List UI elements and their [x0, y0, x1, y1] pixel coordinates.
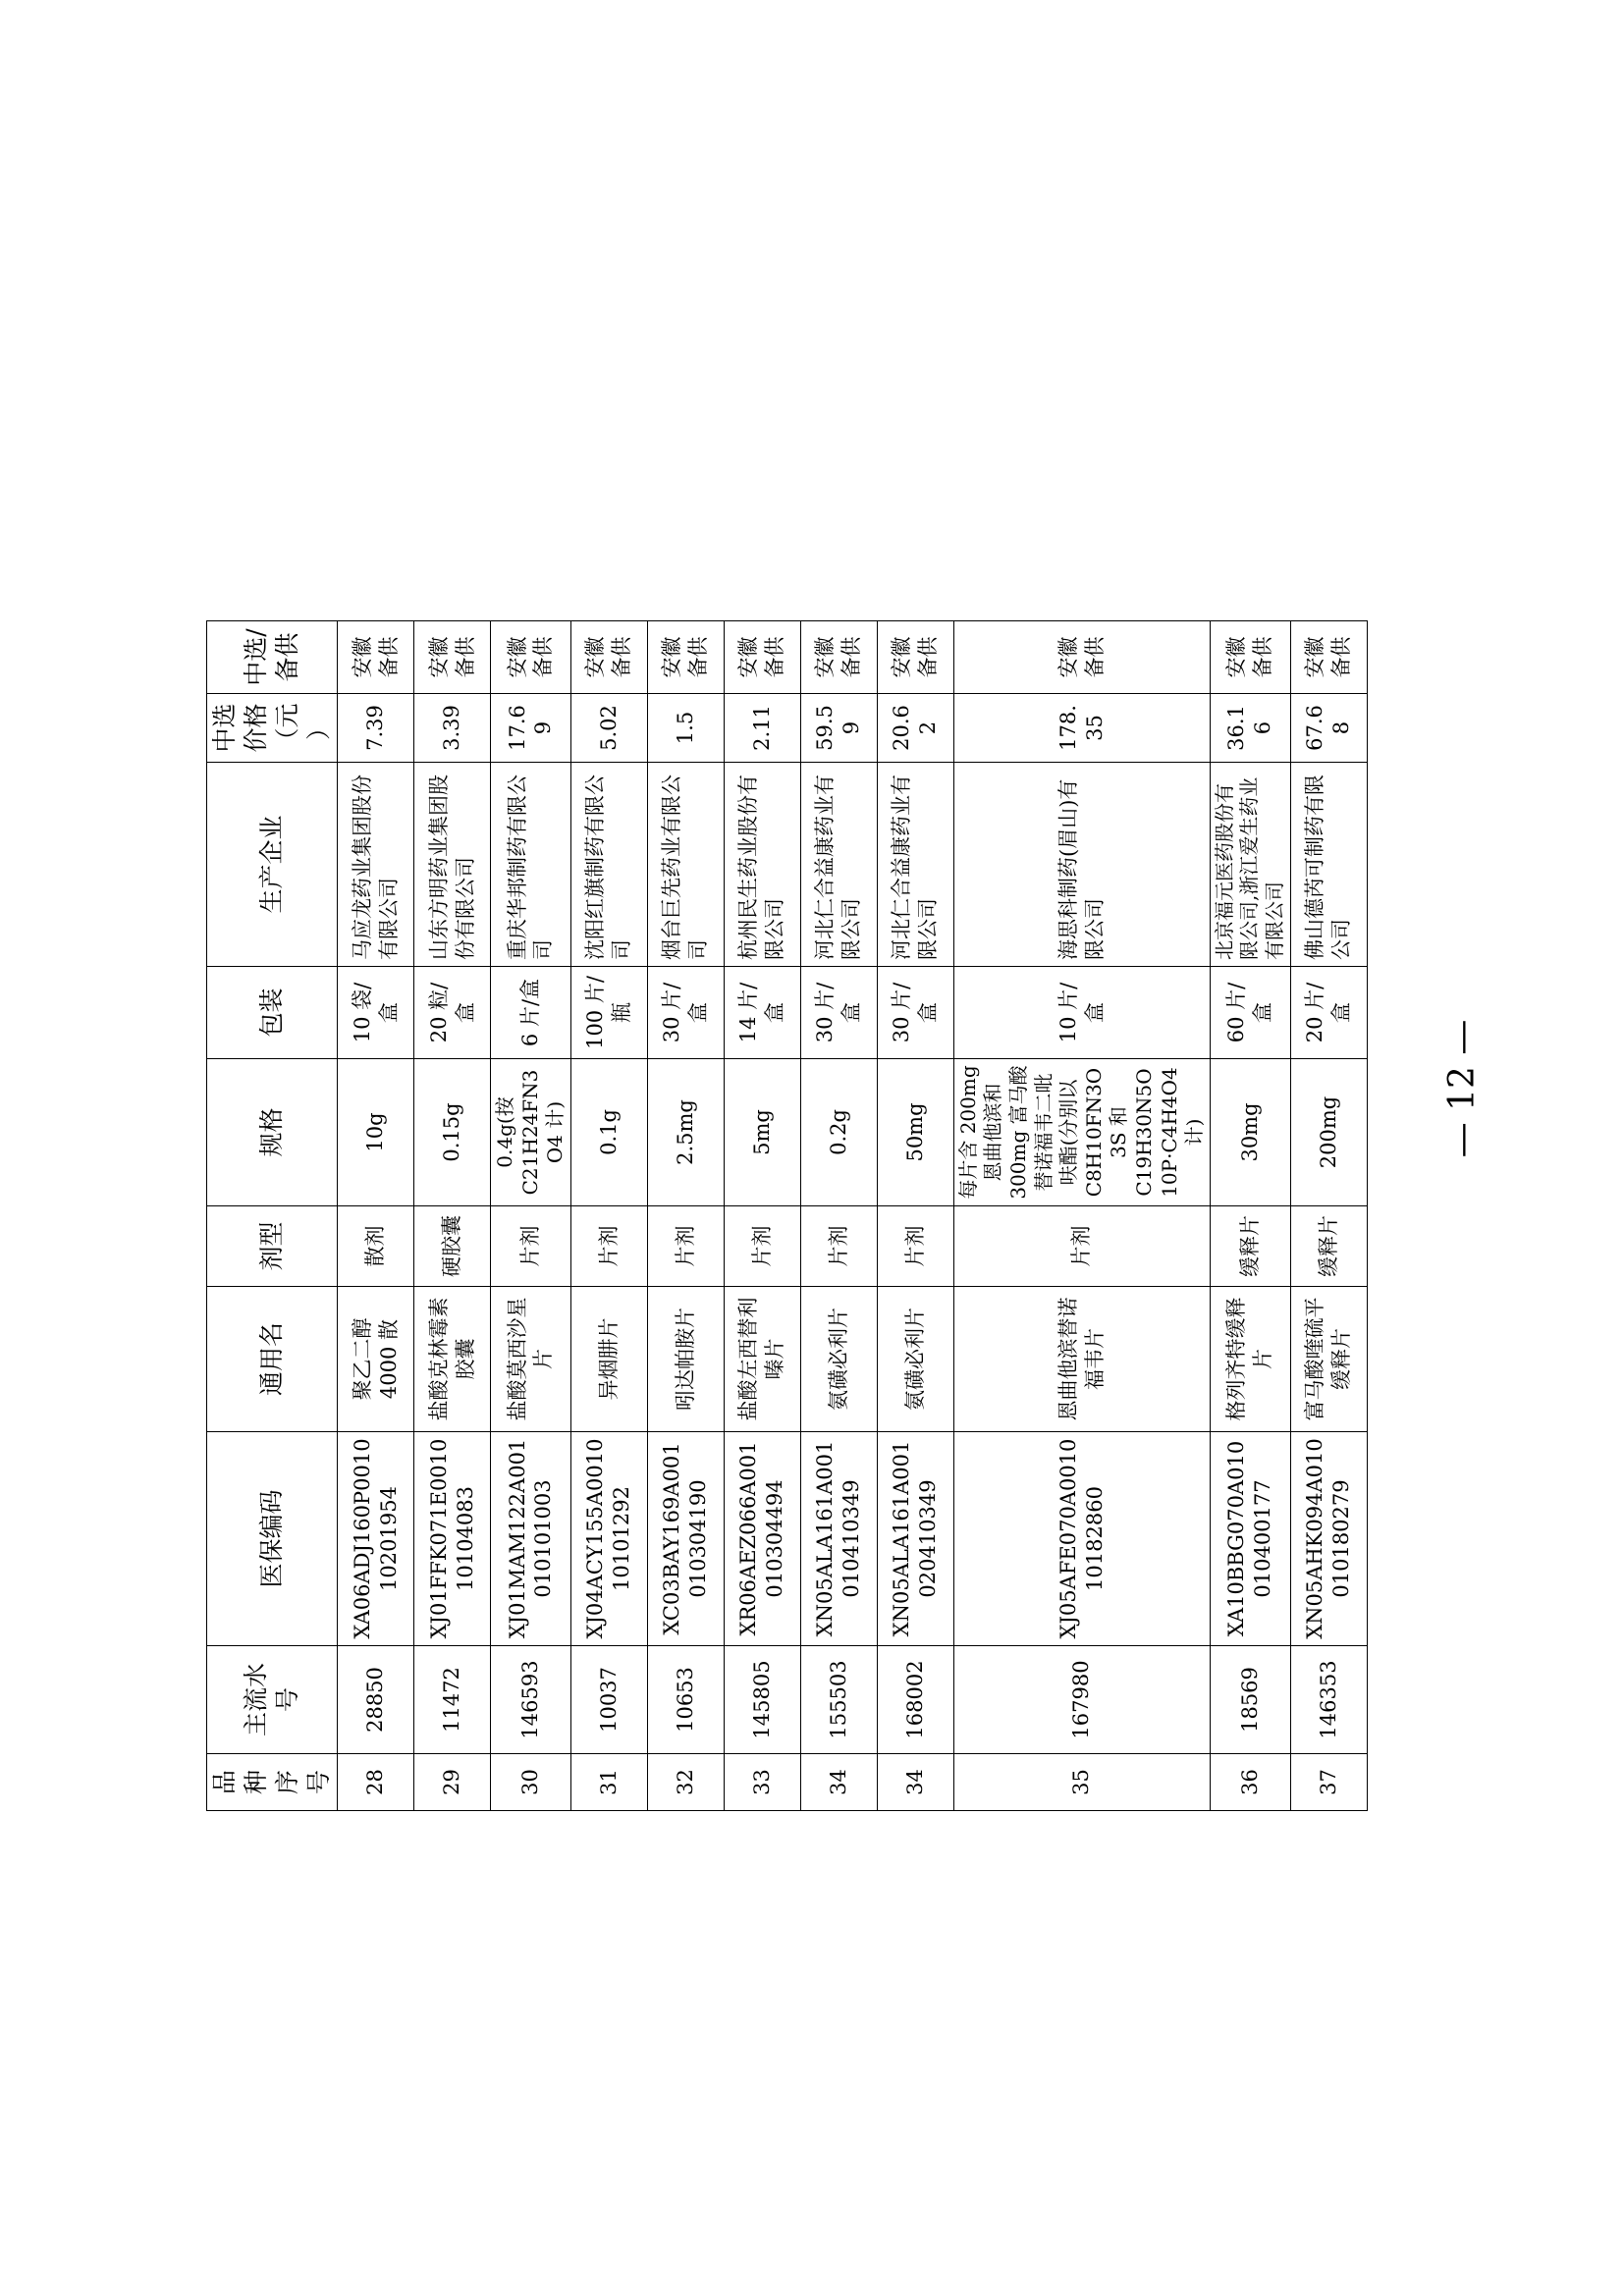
cell-maker: 河北仁合益康药业有限公司: [800, 763, 877, 967]
cell-flow: 168002: [877, 1646, 953, 1754]
cell-pack: 10 袋/盒: [338, 967, 414, 1059]
cell-flow: 146593: [491, 1646, 571, 1754]
cell-code: XA10BBG070A010010400177: [1210, 1432, 1290, 1646]
table-row: [338, 621, 414, 1811]
page-number: — 12 —: [1442, 1019, 1483, 1158]
cell-maker: 北京福元医药股份有限公司,浙江爱生药业有限公司: [1210, 763, 1290, 967]
cell-form: 硬胶囊: [414, 1206, 491, 1287]
table-row: [800, 621, 877, 1811]
cell-flow: 167980: [953, 1646, 1210, 1754]
cell-name: 盐酸左西替利嗪片: [724, 1287, 800, 1432]
table-row: [414, 621, 491, 1811]
cell-code: XR06AEZ066A001010304494: [724, 1432, 800, 1646]
cell-flow: 11472: [414, 1646, 491, 1754]
cell-spec: 0.4g(按 C21H24FN3O4 计): [491, 1059, 571, 1206]
cell-maker: 河北仁合益康药业有限公司: [877, 763, 953, 967]
cell-pack: 30 片/盒: [800, 967, 877, 1059]
cell-status: 安徽备供: [724, 621, 800, 694]
table-row: [724, 621, 800, 1811]
cell-seq: 35: [953, 1754, 1210, 1811]
cell-pack: 20 粒/盒: [414, 967, 491, 1059]
cell-code: XJ01MAM122A001010101003: [491, 1432, 571, 1646]
cell-spec: 5mg: [724, 1059, 800, 1206]
cell-maker: 山东方明药业集团股份有限公司: [414, 763, 491, 967]
cell-form: 缓释片: [1210, 1206, 1290, 1287]
cell-price: 2.11: [724, 694, 800, 763]
table-row: [1290, 621, 1367, 1811]
cell-status: 安徽备供: [1210, 621, 1290, 694]
cell-status: 安徽备供: [877, 621, 953, 694]
cell-price: 36.16: [1210, 694, 1290, 763]
cell-spec: 50mg: [877, 1059, 953, 1206]
cell-name: 氨磺必利片: [800, 1287, 877, 1432]
cell-code: XN05ALA161A001010410349: [800, 1432, 877, 1646]
cell-pack: 30 片/盒: [877, 967, 953, 1059]
header-maker: 生产企业: [207, 763, 338, 967]
cell-spec: 每片含 200mg 恩曲他滨和 300mg 富马酸替诺福韦二吡呋酯(分别以 C8H10FN3O3S 和 C19H30N5O10P·C4H4O4 计): [953, 1059, 1210, 1206]
cell-name: 氨磺必利片: [877, 1287, 953, 1432]
cell-pack: 10 片/盒: [953, 967, 1210, 1059]
cell-spec: 30mg: [1210, 1059, 1290, 1206]
cell-spec: 200mg: [1290, 1059, 1367, 1206]
header-flow: 主流水号: [207, 1646, 338, 1754]
cell-spec: 0.2g: [800, 1059, 877, 1206]
cell-seq: 29: [414, 1754, 491, 1811]
cell-price: 7.39: [338, 694, 414, 763]
cell-name: 盐酸克林霉素胶囊: [414, 1287, 491, 1432]
cell-form: 片剂: [724, 1206, 800, 1287]
cell-price: 5.02: [570, 694, 647, 763]
cell-maker: 烟台巨先药业有限公司: [647, 763, 724, 967]
cell-maker: 海思科制药(眉山)有限公司: [953, 763, 1210, 967]
cell-seq: 30: [491, 1754, 571, 1811]
cell-status: 安徽备供: [953, 621, 1210, 694]
header-status: 中选/备供: [207, 621, 338, 694]
cell-form: 片剂: [570, 1206, 647, 1287]
cell-maker: 佛山德芮可制药有限公司: [1290, 763, 1367, 967]
cell-seq: 33: [724, 1754, 800, 1811]
cell-code: XN05AHK094A010010180279: [1290, 1432, 1367, 1646]
cell-pack: 30 片/盒: [647, 967, 724, 1059]
cell-price: 67.68: [1290, 694, 1367, 763]
cell-flow: 10037: [570, 1646, 647, 1754]
cell-spec: 10g: [338, 1059, 414, 1206]
cell-price: 17.69: [491, 694, 571, 763]
cell-pack: 100 片/瓶: [570, 967, 647, 1059]
cell-status: 安徽备供: [1290, 621, 1367, 694]
header-name: 通用名: [207, 1287, 338, 1432]
cell-seq: 31: [570, 1754, 647, 1811]
cell-name: 盐酸莫西沙星片: [491, 1287, 571, 1432]
cell-pack: 20 片/盒: [1290, 967, 1367, 1059]
cell-form: 片剂: [877, 1206, 953, 1287]
cell-seq: 37: [1290, 1754, 1367, 1811]
cell-form: 片剂: [953, 1206, 1210, 1287]
cell-price: 1.5: [647, 694, 724, 763]
cell-name: 恩曲他滨替诺福韦片: [953, 1287, 1210, 1432]
table-row: [1210, 621, 1290, 1811]
cell-seq: 34: [877, 1754, 953, 1811]
cell-status: 安徽备供: [414, 621, 491, 694]
cell-status: 安徽备供: [570, 621, 647, 694]
cell-spec: 0.15g: [414, 1059, 491, 1206]
cell-code: XJ05AFE070A001010182860: [953, 1432, 1210, 1646]
cell-flow: 28850: [338, 1646, 414, 1754]
cell-pack: 6 片/盒: [491, 967, 571, 1059]
header-spec: 规格: [207, 1059, 338, 1206]
cell-seq: 34: [800, 1754, 877, 1811]
header-code: 医保编码: [207, 1432, 338, 1646]
cell-pack: 60 片/盒: [1210, 967, 1290, 1059]
header-form: 剂型: [207, 1206, 338, 1287]
cell-name: 富马酸喹硫平缓释片: [1290, 1287, 1367, 1432]
table-row: [491, 621, 571, 1811]
cell-status: 安徽备供: [491, 621, 571, 694]
table-row: [647, 621, 724, 1811]
header-seq: 品种序号: [207, 1754, 338, 1811]
table-row: [877, 621, 953, 1811]
cell-status: 安徽备供: [338, 621, 414, 694]
cell-price: 3.39: [414, 694, 491, 763]
cell-flow: 18569: [1210, 1646, 1290, 1754]
cell-maker: 重庆华邦制药有限公司: [491, 763, 571, 967]
cell-maker: 杭州民生药业股份有限公司: [724, 763, 800, 967]
cell-name: 聚乙二醇 4000 散: [338, 1287, 414, 1432]
header-pack: 包装: [207, 967, 338, 1059]
cell-spec: 0.1g: [570, 1059, 647, 1206]
cell-flow: 146353: [1290, 1646, 1367, 1754]
cell-flow: 10653: [647, 1646, 724, 1754]
cell-code: XN05ALA161A001020410349: [877, 1432, 953, 1646]
cell-name: 异烟肼片: [570, 1287, 647, 1432]
cell-seq: 32: [647, 1754, 724, 1811]
drug-table: [206, 620, 1368, 1811]
cell-spec: 2.5mg: [647, 1059, 724, 1206]
cell-form: 缓释片: [1290, 1206, 1367, 1287]
cell-form: 片剂: [647, 1206, 724, 1287]
cell-pack: 14 片/盒: [724, 967, 800, 1059]
cell-code: XA06ADJ160P001010201954: [338, 1432, 414, 1646]
cell-code: XC03BAY169A001010304190: [647, 1432, 724, 1646]
cell-code: XJ04ACY155A001010101292: [570, 1432, 647, 1646]
table-row: [570, 621, 647, 1811]
cell-form: 片剂: [800, 1206, 877, 1287]
table-header-row: [207, 621, 338, 1811]
cell-maker: 马应龙药业集团股份有限公司: [338, 763, 414, 967]
cell-name: 吲达帕胺片: [647, 1287, 724, 1432]
cell-price: 20.62: [877, 694, 953, 763]
cell-flow: 155503: [800, 1646, 877, 1754]
cell-seq: 36: [1210, 1754, 1290, 1811]
rotated-table-wrapper: [206, 628, 1367, 1811]
table-row: [953, 621, 1210, 1811]
cell-form: 片剂: [491, 1206, 571, 1287]
cell-status: 安徽备供: [647, 621, 724, 694]
cell-price: 59.59: [800, 694, 877, 763]
cell-seq: 28: [338, 1754, 414, 1811]
cell-flow: 145805: [724, 1646, 800, 1754]
cell-name: 格列齐特缓释片: [1210, 1287, 1290, 1432]
header-price: 中选价格（元）: [207, 694, 338, 763]
cell-maker: 沈阳红旗制药有限公司: [570, 763, 647, 967]
cell-price: 178.35: [953, 694, 1210, 763]
cell-form: 散剂: [338, 1206, 414, 1287]
cell-status: 安徽备供: [800, 621, 877, 694]
cell-code: XJ01FFK071E001010104083: [414, 1432, 491, 1646]
